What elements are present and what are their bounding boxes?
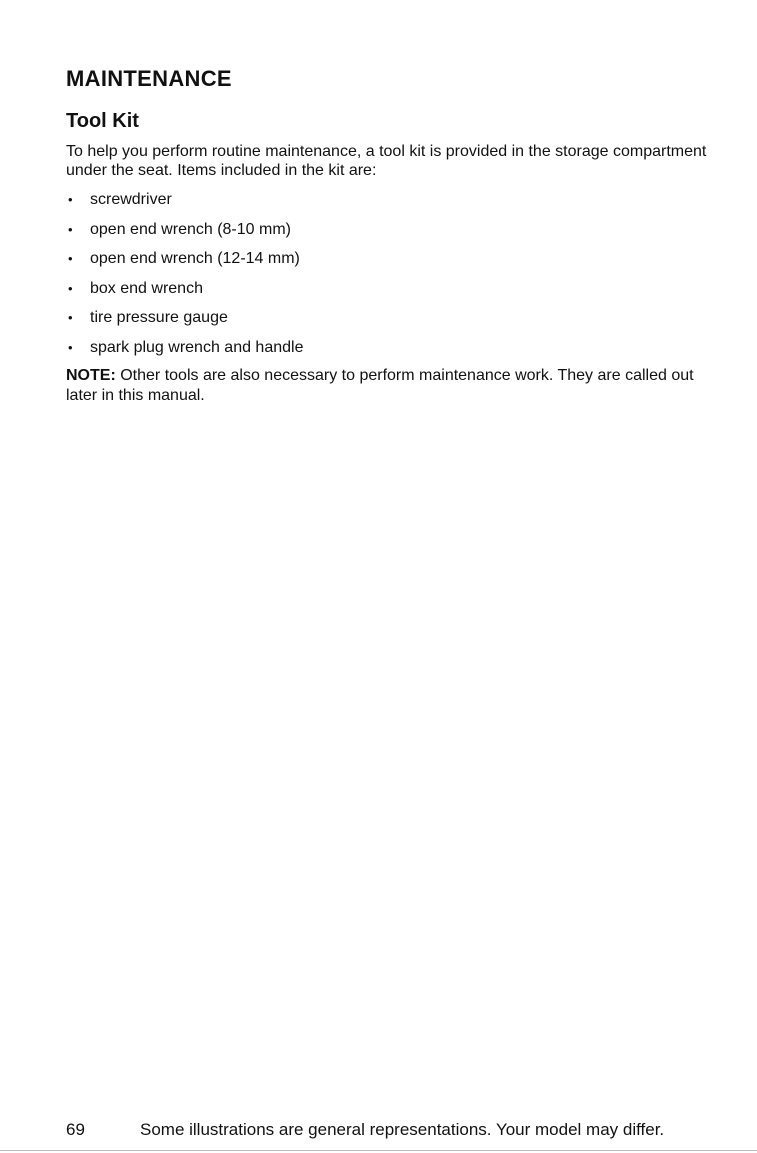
page-number: 69 [66,1120,85,1139]
list-item-text: spark plug wrench and handle [90,338,304,356]
bullet-icon: • [68,251,73,266]
list-item-text: open end wrench (12-14 mm) [90,250,300,267]
bullet-icon: • [68,221,73,237]
list-item [66,305,303,335]
list-item [66,246,303,276]
list-item-text: tire pressure gauge [90,309,228,326]
list-item [66,276,303,306]
list-item [66,217,303,247]
list-item [66,187,303,217]
list-item [66,335,303,365]
note-label: NOTE: [66,367,116,384]
bullet-icon: • [68,310,73,325]
list-item-text: open end wrench (8-10 mm) [90,220,291,238]
subsection-title: Tool Kit [66,110,139,132]
footer-disclaimer: Some illustrations are general representations. Your model may differ. [140,1120,665,1139]
list-item-text: box end wrench [90,279,203,297]
note-text: Other tools are also necessary to perform maintenance work. They are called out later in this manual. [66,367,694,404]
section-title: MAINTENANCE [66,66,232,91]
tool-list [66,187,303,364]
list-item-text: screwdriver [90,191,172,208]
bullet-icon: • [68,192,73,207]
bullet-icon: • [68,339,73,355]
note-paragraph [66,366,716,406]
intro-paragraph: To help you perform routine maintenance, a tool kit is provided in the storage compartment under the seat. Items included in the kit are: [66,143,707,179]
page-footer [66,1120,706,1144]
bullet-icon: • [68,280,73,296]
bottom-rule [0,1150,757,1151]
